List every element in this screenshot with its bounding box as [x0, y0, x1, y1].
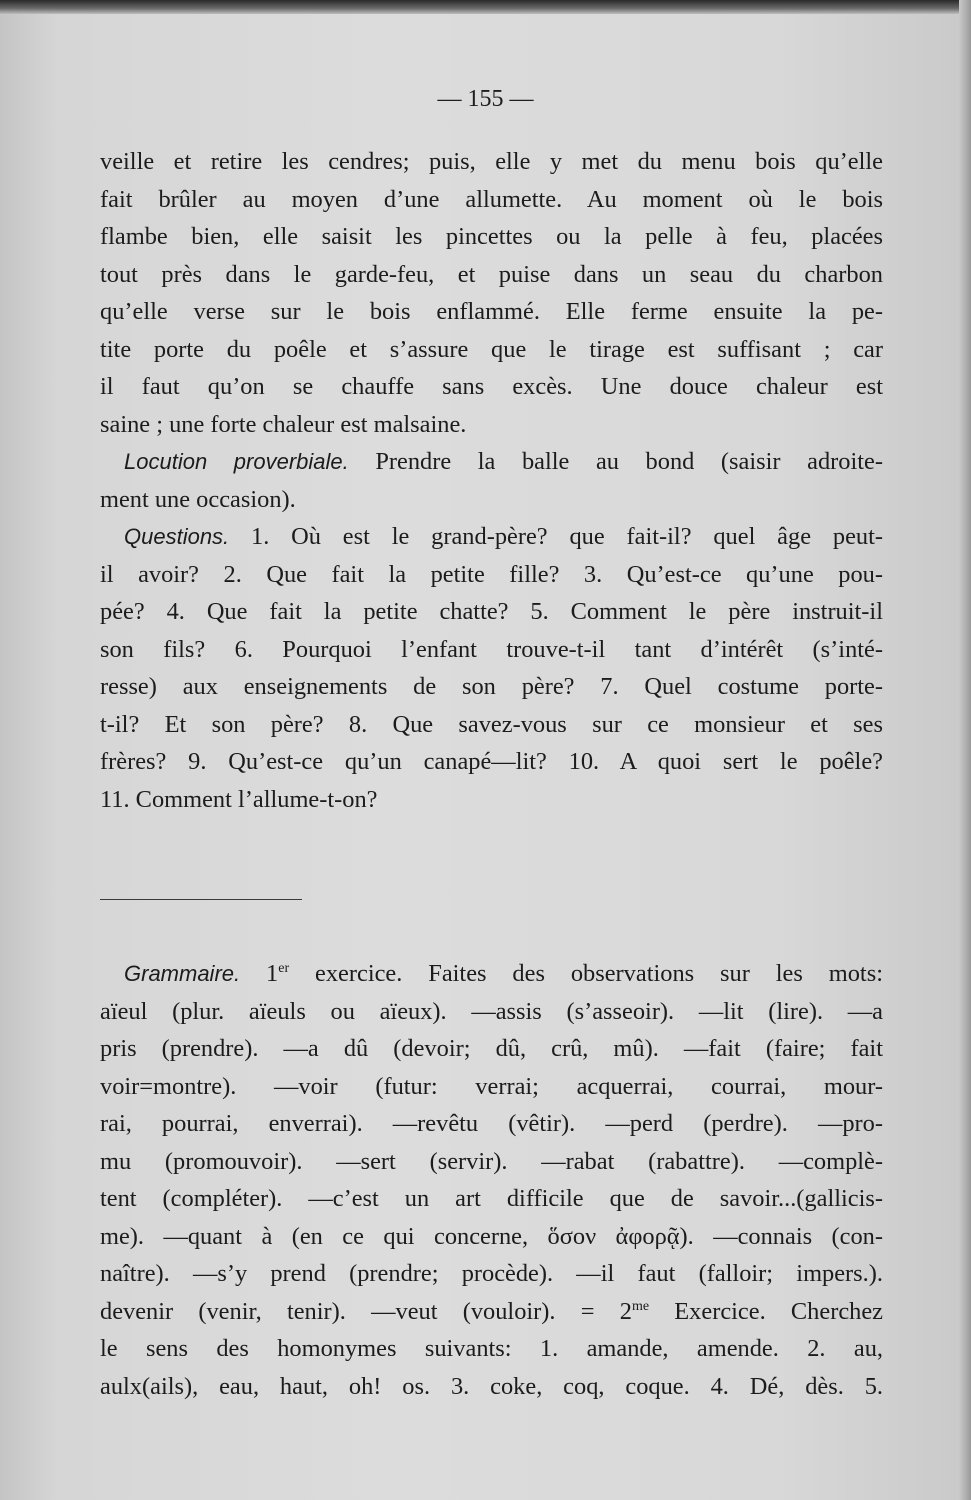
questions-section: [100, 518, 883, 818]
locution-heading: Locution proverbiale.: [124, 449, 349, 474]
text-line: flambe bien, elle saisit les pincettes ou la pelle à feu, placées: [100, 223, 883, 250]
text-line: voir=montre). —voir (futur: verrai; acquerrai, courrai, mour-: [100, 1072, 883, 1100]
text-line: t-il? Et son père? 8. Que savez-vous sur ce monsieur et ses: [100, 710, 883, 738]
text-line: tout près dans le garde-feu, et puise dans un seau du charbon: [100, 260, 883, 288]
page-top-edge: [0, 0, 971, 14]
text-line: aulx(ails), eau, haut, oh! os. 3. coke, coq, coque. 4. Dé, dès. 5.: [100, 1372, 883, 1400]
exercise-number: 1: [266, 960, 279, 987]
paragraph-1: [100, 143, 883, 443]
text-line: ment une occasion).: [100, 485, 296, 513]
questions-heading: Questions.: [124, 524, 230, 549]
text-line: son fils? 6. Pourquoi l’enfant trouve-t-il tant d’intérêt (s’inté-: [100, 635, 883, 663]
grammaire-heading: Grammaire.: [124, 961, 241, 986]
grammaire-line-start: devenir (venir, tenir). —veut (vouloir). = 2: [100, 1297, 632, 1325]
text-line: tite porte du poêle et s’assure que le tirage est suffisant ; car: [100, 335, 883, 363]
questions-text: 1. Où est le grand-père? que fait-il? quel âge peut-: [251, 523, 883, 550]
text-line: aïeul (plur. aïeuls ou aïeux). —assis (s’asseoir). —lit (lire). —a: [100, 997, 883, 1025]
text-line: veille et retire les cendres; puis, elle y met du menu bois qu’elle: [100, 148, 883, 175]
grammaire-section: [100, 955, 883, 1405]
text-line: tent (compléter). —c’est un art difficile que de savoir...(gallicis-: [100, 1185, 883, 1212]
text-line: saine ; une forte chaleur est malsaine.: [100, 410, 467, 438]
locution-text: Prendre la balle au bond (saisir adroite-: [375, 448, 883, 475]
text-line: naître). —s’y prend (prendre; procède). —il faut (falloir; impers.).: [100, 1260, 883, 1287]
page-right-edge: [959, 0, 971, 1500]
text-line: il avoir? 2. Que fait la petite fille? 3. Qu’est-ce qu’une pou-: [100, 560, 883, 588]
text-line: pée? 4. Que fait la petite chatte? 5. Comment le père instruit-il: [100, 598, 883, 625]
text-line: le sens des homonymes suivants: 1. amande, amende. 2. au,: [100, 1335, 883, 1362]
locution-section: [100, 443, 883, 518]
page-number: — 155 —: [437, 86, 534, 112]
text-line: me). —quant à (en ce qui concerne, ὅσον ἀφορᾷ). —connais (con-: [100, 1222, 883, 1250]
text-line: il faut qu’on se chauffe sans excès. Une douce chaleur est: [100, 373, 883, 400]
page-body: [100, 143, 883, 818]
text-line: [100, 518, 883, 556]
text-line: 11. Comment l’allume-t-on?: [100, 785, 378, 813]
text-line: fait brûler au moyen d’une allumette. Au moment où le bois: [100, 185, 883, 213]
text-line: pris (prendre). —a dû (devoir; dû, crû, mû). —fait (faire; fait: [100, 1035, 883, 1062]
section-divider: [100, 899, 302, 900]
text-line: frères? 9. Qu’est-ce qu’un canapé—lit? 10. A quoi sert le poêle?: [100, 748, 883, 775]
exercise-number-sup: er: [278, 961, 290, 976]
grammaire-text: exercice. Faites des observations sur les mots:: [315, 960, 883, 987]
text-line: [100, 955, 883, 993]
text-line: [100, 443, 883, 481]
text-line: qu’elle verse sur le bois enflammé. Elle ferme ensuite la pe-: [100, 298, 883, 325]
grammaire-line-end: Exercice. Cherchez: [649, 1297, 883, 1325]
text-line: mu (promouvoir). —sert (servir). —rabat (rabattre). —complè-: [100, 1147, 883, 1175]
text-line: [100, 1293, 883, 1331]
exercise-2-sup: me: [631, 1298, 650, 1314]
text-line: rai, pourrai, enverrai). —revêtu (vêtir). —perd (perdre). —pro-: [100, 1110, 883, 1137]
text-line: resse) aux enseignements de son père? 7. Quel costume porte-: [100, 673, 883, 700]
